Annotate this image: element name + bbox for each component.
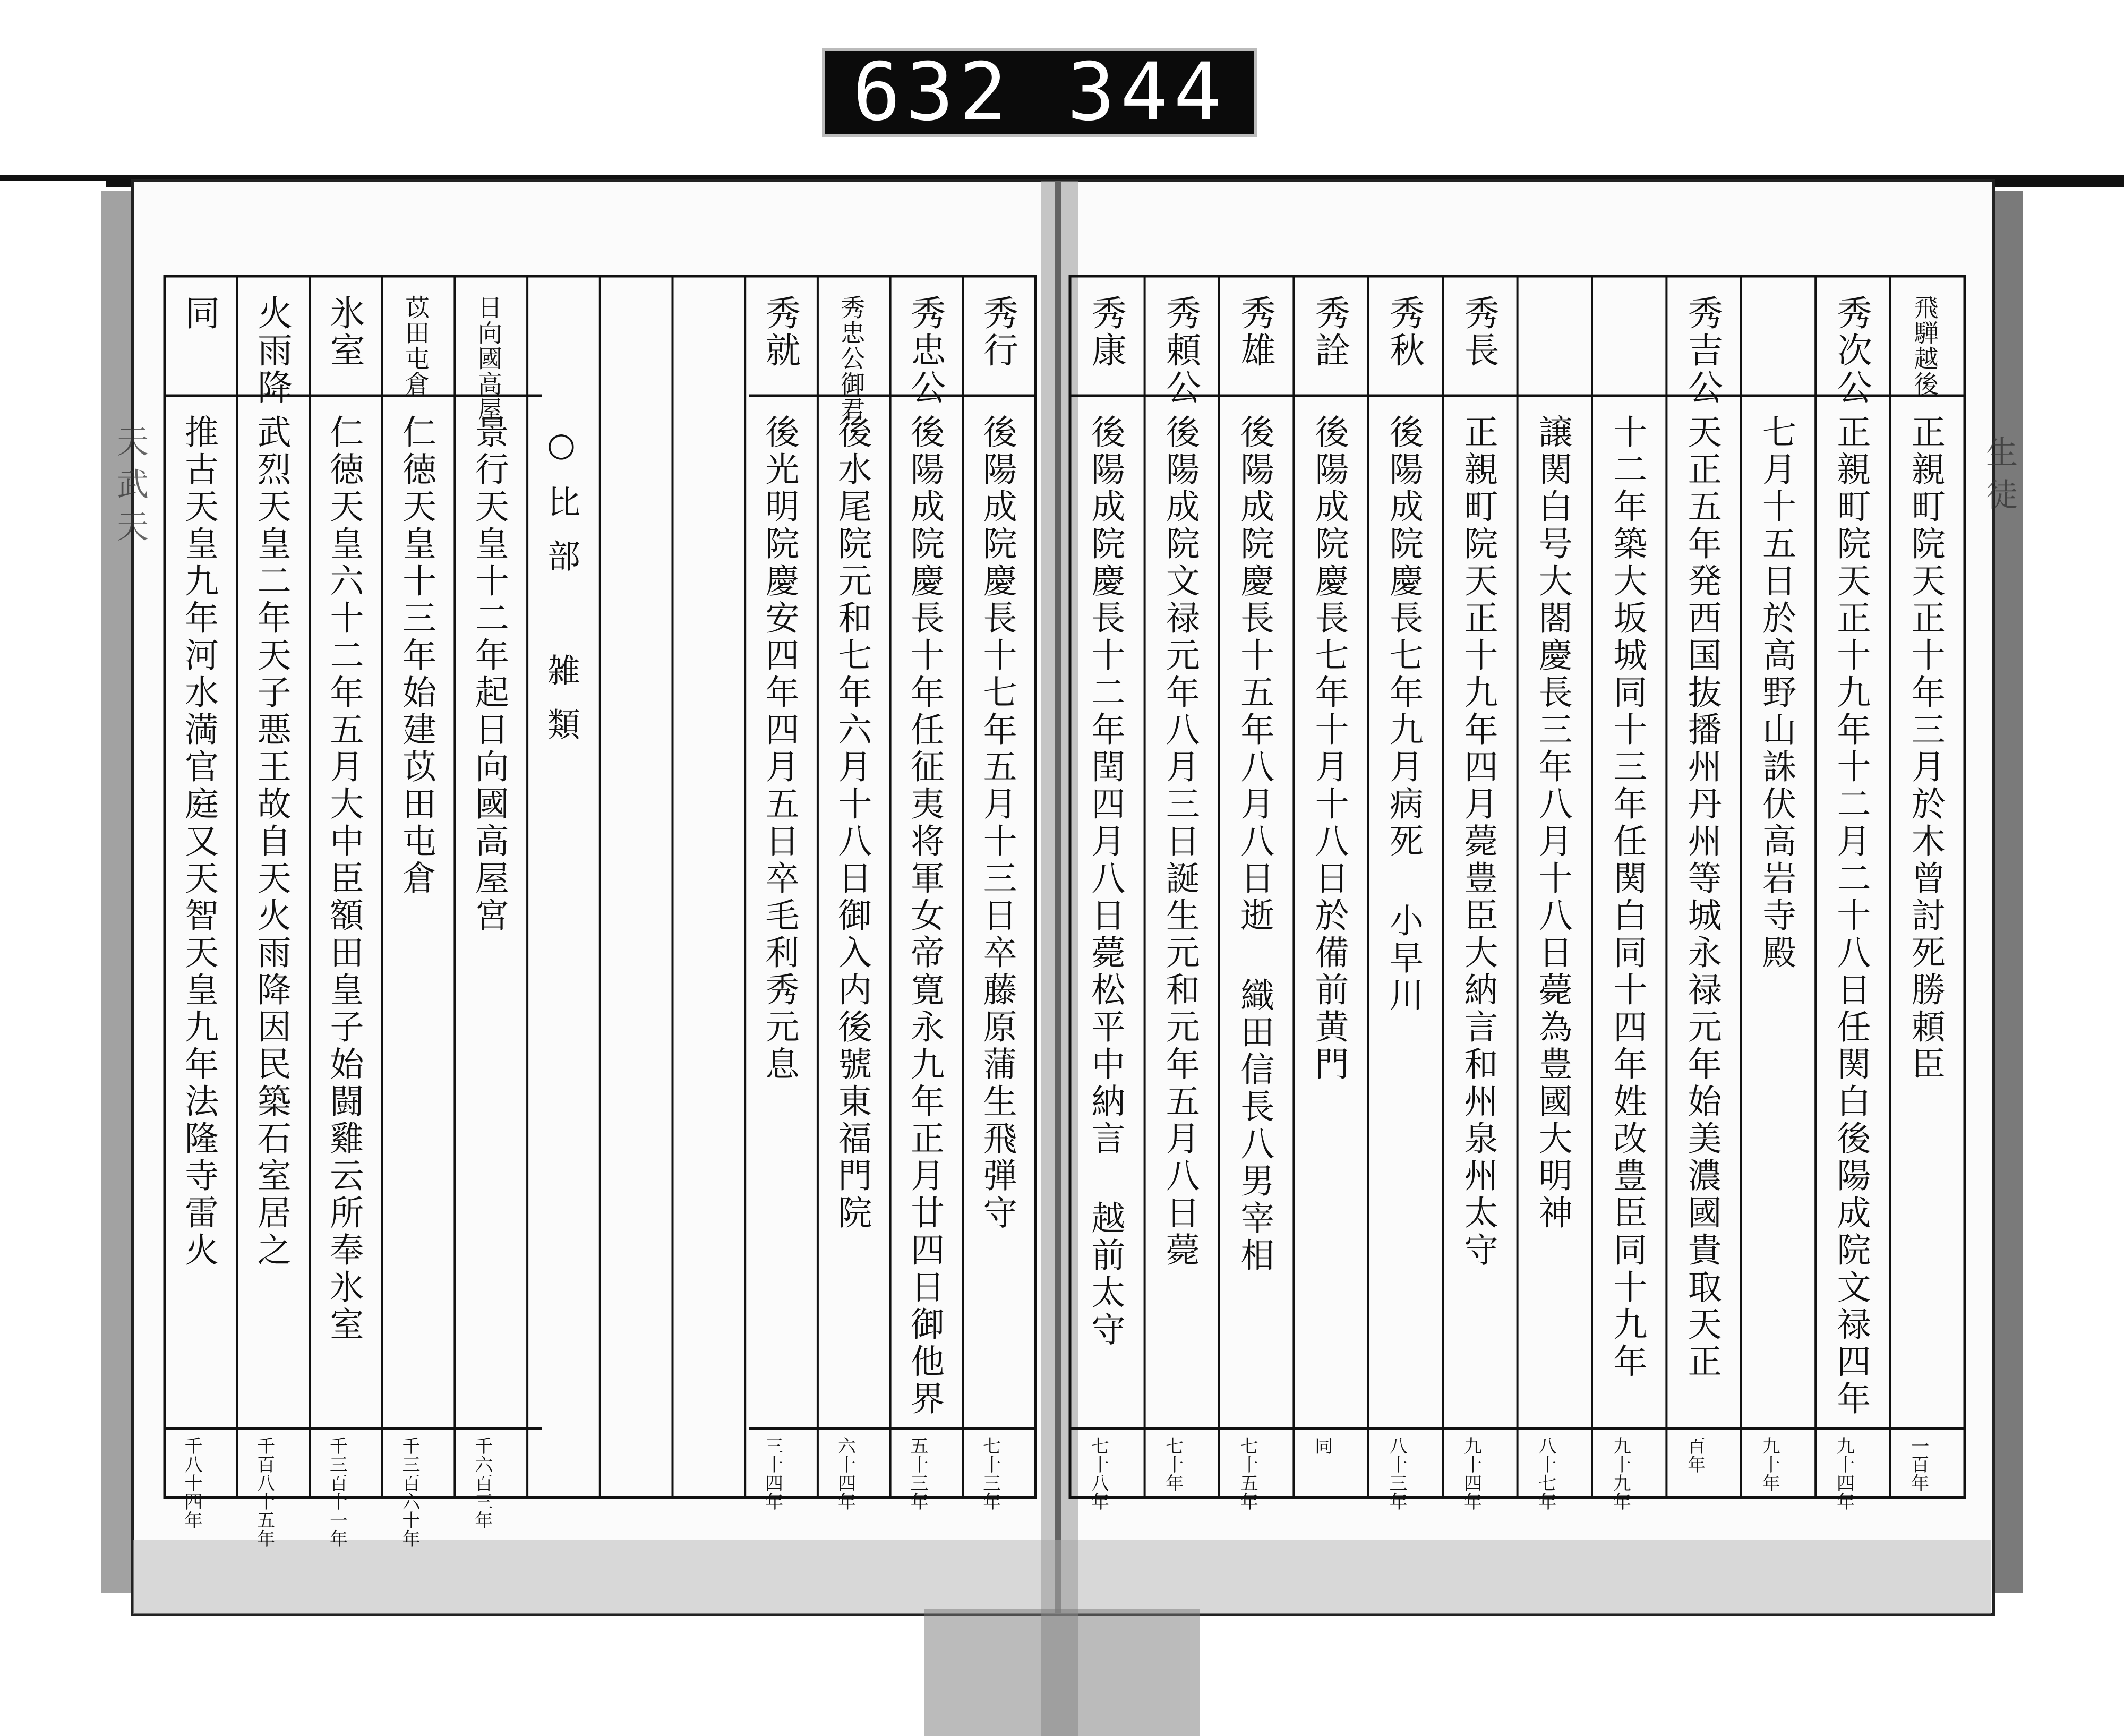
column-heading: 秀康	[1085, 295, 1127, 369]
column-years: 九十四年	[1460, 1436, 1482, 1511]
column-heading: 秀詮	[1309, 295, 1350, 369]
column-heading: 秀吉公	[1682, 295, 1723, 406]
column-heading: 秀忠公	[904, 295, 946, 406]
column-years: 千百八十五年	[253, 1436, 275, 1548]
column-entry: 推古天皇九年河水満官庭又天智天皇九年法隆寺雷火	[178, 414, 218, 1269]
margin-text-right: 生徒	[1981, 435, 2018, 520]
column-entry: 仁徳天皇六十二年五月大中臣額田皇子始闘雞云所奉氷室	[324, 414, 364, 1344]
column-entry: 景行天皇十二年起日向國高屋宮	[469, 414, 509, 935]
column-entry: 天正五年発西国抜播州丹州等城永禄元年始美濃國貴取天正	[1682, 414, 1722, 1381]
column-years: 七十八年	[1087, 1436, 1109, 1511]
margin-text-left: 天武天	[112, 425, 149, 552]
catalogue-label	[822, 48, 1257, 137]
column-entry: 後陽成院慶長十二年閏四月八日薨松平中納言 越前太守	[1085, 414, 1125, 1349]
column-entry: 後水尾院元和七年六月十八日御入内後號東福門院	[832, 414, 872, 1232]
column-entry: 後陽成院慶長十七年五月十三日卒藤原蒲生飛弾守	[977, 414, 1017, 1232]
column-years: 九十年	[1759, 1436, 1780, 1492]
column-entry: 仁徳天皇十三年始建苡田屯倉	[397, 414, 436, 897]
column-years: 八十三年	[1386, 1436, 1407, 1511]
column-entry: 正親町院天正十年三月於木曾討死勝頼臣	[1905, 414, 1945, 1083]
column-heading: 秀忠公御君	[837, 295, 866, 422]
column-years: 七十年	[1162, 1436, 1184, 1492]
column-heading: 秀行	[977, 295, 1018, 369]
column-years: 千八十四年	[181, 1436, 202, 1529]
column-entry: 正親町院天正十九年四月薨豊臣大納言和州泉州太守	[1458, 414, 1498, 1269]
column-entry: 後陽成院慶長七年九月病死 小早川	[1384, 414, 1423, 1014]
column-entry: 譲関白号大閤慶長三年八月十八日薨為豊國大明神	[1532, 414, 1572, 1232]
column-years: 八十七年	[1535, 1436, 1556, 1511]
column-entry: 正親町院天正十九年十二月二十八日任関白後陽成院文禄四年	[1831, 414, 1871, 1418]
column-entry: 後陽成院慶長十年任征夷将軍女帝寛永九年正月廿四日御他界	[904, 414, 944, 1418]
column-entry: 後光明院慶安四年四月五日卒毛利秀元息	[759, 414, 799, 1083]
column-years: 一百年	[1907, 1436, 1929, 1492]
column-heading: 秀長	[1458, 295, 1500, 369]
column-years: 九十九年	[1609, 1436, 1631, 1511]
column-years: 五十三年	[906, 1436, 928, 1511]
column-years: 六十四年	[834, 1436, 856, 1511]
column-entry: 武烈天皇二年天子悪王故自天火雨降因民築石室居之	[251, 414, 291, 1269]
column-years: 千六百三年	[471, 1436, 493, 1529]
column-entry: 後陽成院慶長七年十月十八日於備前黄門	[1309, 414, 1349, 1083]
column-heading: 秀秋	[1384, 295, 1425, 369]
column-years: 同	[1311, 1436, 1333, 1455]
column-heading: 苡田屯倉	[401, 295, 431, 397]
column-heading: 火雨降	[251, 295, 293, 406]
column-heading: 秀雄	[1235, 295, 1276, 369]
column-heading: 同	[178, 295, 220, 332]
column-heading: 秀頼公	[1160, 295, 1201, 406]
column-entry: ○比部 雑類	[542, 425, 581, 762]
column-years: 三十四年	[761, 1436, 783, 1511]
catalogue-page: 344	[1067, 46, 1227, 139]
column-years: 七十三年	[979, 1436, 1001, 1511]
column-heading: 氷室	[324, 295, 365, 369]
column-entry: 七月十五日於高野山誅伏高岩寺殿	[1757, 414, 1796, 972]
column-years: 百年	[1684, 1436, 1706, 1474]
column-entry: 十二年築大坂城同十三年任関白同十四年姓改豊臣同十九年	[1607, 414, 1647, 1381]
column-years: 千三百六十年	[399, 1436, 421, 1548]
column-heading: 飛騨越後	[1910, 295, 1939, 397]
column-entry: 後陽成院文禄元年八月三日誕生元和元年五月八日薨	[1160, 414, 1200, 1269]
column-years: 千三百十一年	[326, 1436, 348, 1548]
column-heading: 日向國高屋	[474, 295, 503, 422]
column-years: 七十五年	[1237, 1436, 1258, 1511]
column-years: 九十四年	[1833, 1436, 1855, 1511]
catalogue-number: 632	[852, 46, 1013, 139]
column-heading: 秀次公	[1831, 295, 1872, 406]
column-heading: 秀就	[759, 295, 801, 369]
column-entry: 後陽成院慶長十五年八月八日逝 織田信長八男宰相	[1235, 414, 1274, 1275]
